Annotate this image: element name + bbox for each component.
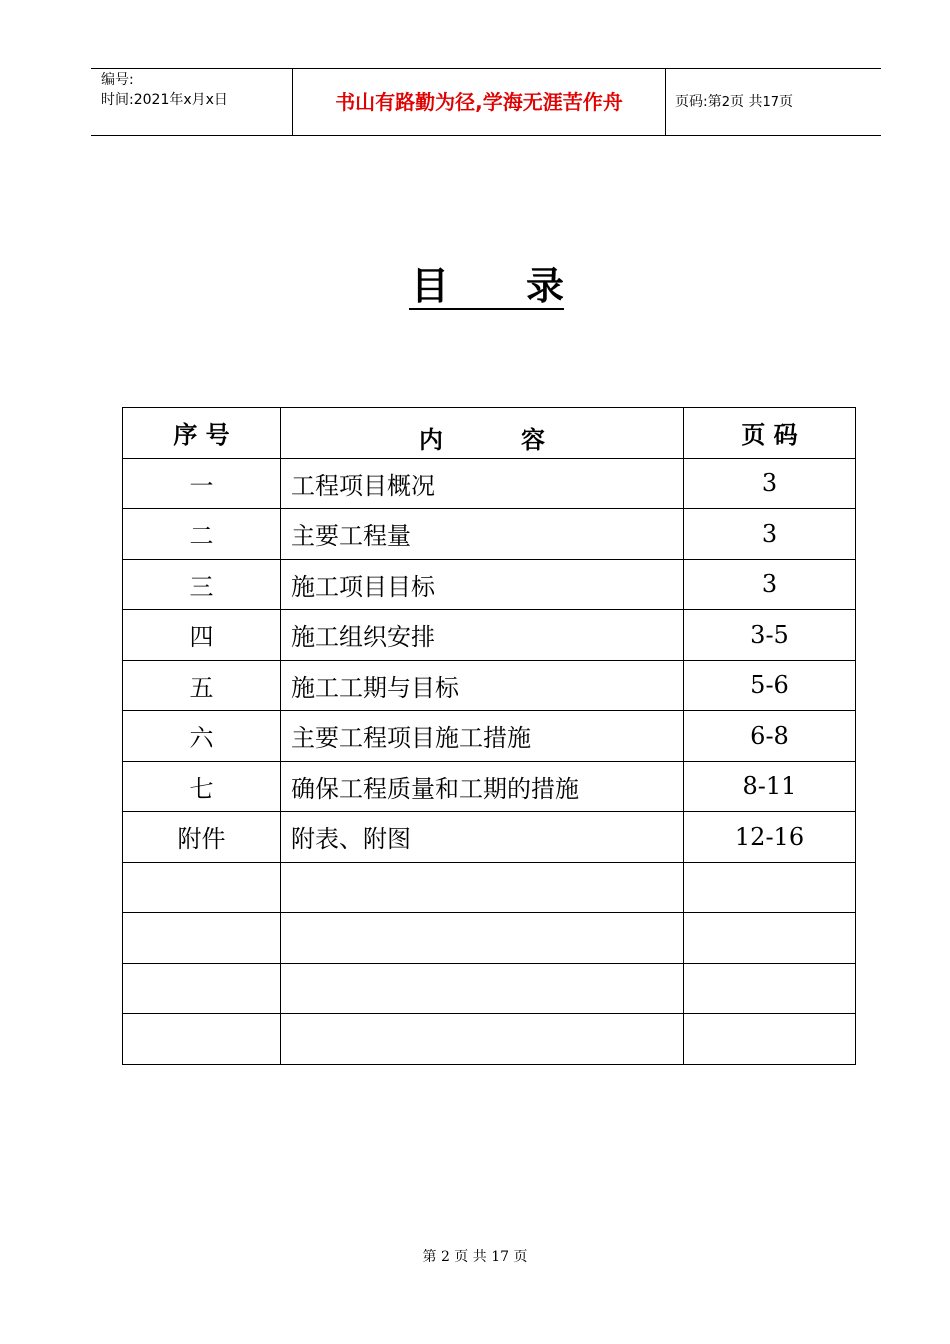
page-mid: 页 共 bbox=[730, 94, 763, 110]
row-content: 施工工期与目标 bbox=[281, 660, 684, 711]
table-row bbox=[123, 761, 856, 812]
row-page: 3 bbox=[684, 458, 856, 509]
row-page: 3 bbox=[684, 509, 856, 560]
toc-table bbox=[122, 407, 856, 1065]
header-bottom-rule bbox=[91, 135, 881, 136]
page-prefix: 页码:第 bbox=[675, 94, 722, 110]
row-seq bbox=[123, 963, 281, 1014]
row-page bbox=[684, 913, 856, 964]
table-row bbox=[123, 812, 856, 863]
header-content bbox=[281, 408, 684, 459]
row-page bbox=[684, 1014, 856, 1065]
row-content: 附表、附图 bbox=[281, 812, 684, 863]
row-page bbox=[684, 862, 856, 913]
table-row bbox=[123, 610, 856, 661]
row-seq: 六 bbox=[123, 711, 281, 762]
title-char-1: 目 bbox=[411, 264, 450, 308]
row-content bbox=[281, 862, 684, 913]
row-seq: 二 bbox=[123, 509, 281, 560]
row-content bbox=[281, 1014, 684, 1065]
row-seq: 一 bbox=[123, 458, 281, 509]
row-seq: 五 bbox=[123, 660, 281, 711]
page-title bbox=[409, 264, 564, 310]
page-footer: 第 2 页 共 17 页 bbox=[422, 1249, 528, 1265]
row-page: 6-8 bbox=[684, 711, 856, 762]
row-content bbox=[281, 963, 684, 1014]
row-seq bbox=[123, 1014, 281, 1065]
row-seq: 四 bbox=[123, 610, 281, 661]
header-seq: 序 号 bbox=[123, 408, 281, 459]
row-seq: 三 bbox=[123, 559, 281, 610]
row-page: 8-11 bbox=[684, 761, 856, 812]
header-divider bbox=[665, 68, 666, 136]
header-page: 页 码 bbox=[684, 408, 856, 459]
row-content: 主要工程量 bbox=[281, 509, 684, 560]
page-header bbox=[91, 68, 881, 136]
table-row bbox=[123, 1014, 856, 1065]
row-page: 12-16 bbox=[684, 812, 856, 863]
table-row bbox=[123, 509, 856, 560]
toc-header-row bbox=[123, 408, 856, 459]
header-content-a: 内 bbox=[419, 426, 443, 454]
row-seq: 附件 bbox=[123, 812, 281, 863]
row-page: 3 bbox=[684, 559, 856, 610]
title-char-2: 录 bbox=[525, 264, 564, 308]
row-content: 工程项目概况 bbox=[281, 458, 684, 509]
header-meta bbox=[101, 70, 228, 110]
table-row bbox=[123, 711, 856, 762]
row-content: 施工项目目标 bbox=[281, 559, 684, 610]
header-top-rule bbox=[91, 68, 881, 69]
row-page: 3-5 bbox=[684, 610, 856, 661]
row-content: 确保工程质量和工期的措施 bbox=[281, 761, 684, 812]
header-content-b: 容 bbox=[521, 426, 545, 454]
table-row bbox=[123, 862, 856, 913]
serial-label: 编号: bbox=[101, 72, 134, 88]
table-row bbox=[123, 660, 856, 711]
time-label: 时间:2021年x月x日 bbox=[101, 92, 228, 108]
table-row bbox=[123, 559, 856, 610]
row-content: 施工组织安排 bbox=[281, 610, 684, 661]
page-suffix: 页 bbox=[779, 94, 793, 110]
row-content bbox=[281, 913, 684, 964]
page-total: 17 bbox=[762, 95, 779, 110]
table-row bbox=[123, 913, 856, 964]
row-page: 5-6 bbox=[684, 660, 856, 711]
row-seq bbox=[123, 862, 281, 913]
table-row bbox=[123, 963, 856, 1014]
row-content: 主要工程项目施工措施 bbox=[281, 711, 684, 762]
page-current: 2 bbox=[721, 95, 730, 110]
header-page-number bbox=[675, 92, 793, 113]
row-seq bbox=[123, 913, 281, 964]
toc-body bbox=[123, 458, 856, 1064]
header-motto: 书山有路勤为径,学海无涯苦作舟 bbox=[335, 90, 623, 114]
row-seq: 七 bbox=[123, 761, 281, 812]
table-row bbox=[123, 458, 856, 509]
row-page bbox=[684, 963, 856, 1014]
